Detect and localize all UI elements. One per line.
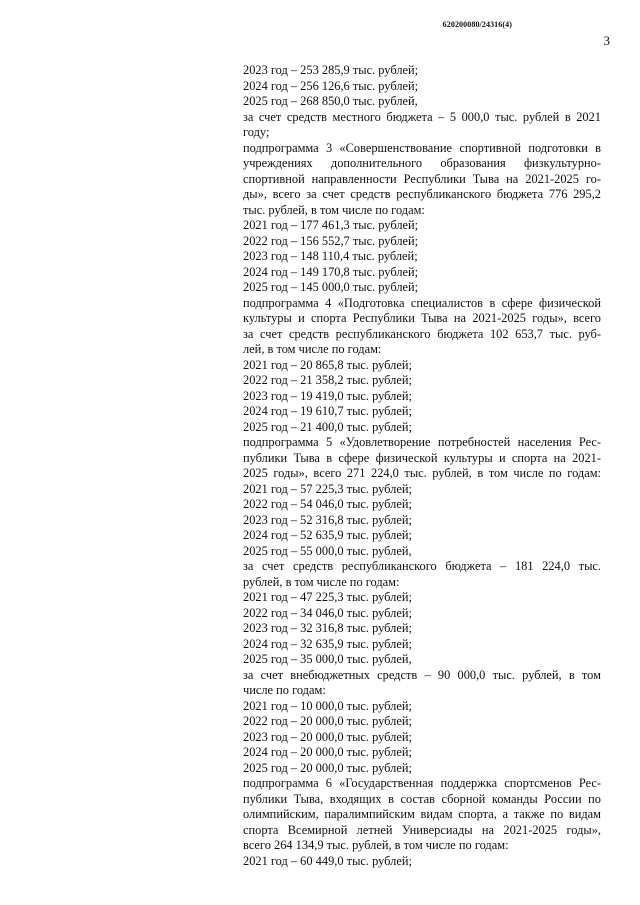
- text-line: 2023 год – 19 419,0 тыс. рублей;: [243, 388, 412, 403]
- text-line: олимпийским, паралимпийским видам спорта, а также по видам: [243, 807, 601, 821]
- document-body: [243, 63, 601, 869]
- text-line: 2021 год – 47 225,3 тыс. рублей;: [243, 590, 412, 604]
- text-line: за счет средств республиканского бюджета – 181 224,0 тыс.: [243, 559, 601, 573]
- text-line: подпрограмма 5 «Удовлетворение потребностей населения Рес-: [243, 435, 601, 449]
- text-line: 2021 год – 177 461,3 тыс. рублей;: [243, 218, 419, 232]
- text-line: публики Тыва в сфере физической культуры и спорта на 2021-: [243, 450, 601, 465]
- text-line: 2025 год – 145 000,0 тыс. рублей;: [243, 280, 419, 294]
- text-line: 2025 годы», всего 271 224,0 тыс. рублей, в том числе по годам:: [243, 466, 601, 480]
- text-line: 2021 год – 10 000,0 тыс. рублей;: [243, 698, 412, 713]
- text-line: 2023 год – 148 110,4 тыс. рублей;: [243, 249, 418, 263]
- text-line: всего 264 134,9 тыс. рублей, в том числе по годам:: [243, 838, 509, 852]
- text-line: 2024 год – 52 635,9 тыс. рублей;: [243, 528, 412, 542]
- text-line: за счет средств местного бюджета – 5 000,0 тыс. рублей в 2021: [243, 109, 601, 124]
- text-line: 2021 год – 60 449,0 тыс. рублей;: [243, 853, 412, 868]
- text-line: 2025 год – 268 850,0 тыс. рублей,: [243, 94, 418, 108]
- text-line: 2022 год – 156 552,7 тыс. рублей;: [243, 233, 419, 248]
- text-line: году;: [243, 125, 270, 139]
- text-line: учреждениях дополнительного образования физкультурно-: [243, 156, 601, 170]
- text-line: 2022 год – 20 000,0 тыс. рублей;: [243, 714, 412, 728]
- document-id: 620200080/24316(4): [442, 20, 512, 29]
- text-line: тыс. рублей, в том числе по годам:: [243, 202, 425, 217]
- text-line: подпрограмма 6 «Государственная поддержка спортсменов Рес-: [243, 776, 601, 790]
- text-line: культуры и спорта Республики Тыва на 2021-2025 годы», всего: [243, 311, 601, 325]
- text-line: 2023 год – 52 316,8 тыс. рублей;: [243, 512, 412, 527]
- text-line: 2025 год – 21 400,0 тыс. рублей;: [243, 419, 412, 434]
- text-line: спортивной направленности Республики Тыва на 2021-2025 го-: [243, 171, 601, 186]
- text-line: 2022 год – 21 358,2 тыс. рублей;: [243, 373, 412, 387]
- page-number: 3: [603, 33, 610, 48]
- text-line: 2024 год – 20 000,0 тыс. рублей;: [243, 745, 412, 759]
- text-line: 2022 год – 34 046,0 тыс. рублей;: [243, 605, 412, 620]
- text-line: 2024 год – 19 610,7 тыс. рублей;: [243, 404, 412, 418]
- text-line: лей, в том числе по годам:: [243, 342, 382, 356]
- text-line: 2021 год – 57 225,3 тыс. рублей;: [243, 481, 412, 496]
- text-line: за счет средств республиканского бюджета 102 653,7 тыс. руб-: [243, 326, 601, 341]
- text-line: ды», всего за счет средств республиканского бюджета 776 295,2: [243, 187, 601, 201]
- text-line: за счет внебюджетных средств – 90 000,0 тыс. рублей, в том: [243, 667, 601, 682]
- text-line: 2022 год – 54 046,0 тыс. рублей;: [243, 497, 412, 511]
- text-line: 2024 год – 256 126,6 тыс. рублей;: [243, 78, 419, 93]
- text-line: 2023 год – 20 000,0 тыс. рублей;: [243, 729, 412, 744]
- text-line: 2025 год – 20 000,0 тыс. рублей;: [243, 760, 412, 775]
- text-line: 2025 год – 35 000,0 тыс. рублей,: [243, 652, 412, 666]
- text-line: числе по годам:: [243, 683, 326, 697]
- text-line: спорта Всемирной летней Универсиады на 2021-2025 годы»,: [243, 822, 601, 837]
- text-line: подпрограмма 3 «Совершенствование спортивной подготовки в: [243, 140, 601, 155]
- text-line: 2024 год – 32 635,9 тыс. рублей;: [243, 636, 412, 651]
- text-line: 2021 год – 20 865,8 тыс. рублей;: [243, 357, 412, 372]
- text-line: 2024 год – 149 170,8 тыс. рублей;: [243, 264, 419, 279]
- text-line: рублей, в том числе по годам:: [243, 574, 400, 589]
- text-line: 2023 год – 32 316,8 тыс. рублей;: [243, 621, 412, 635]
- text-line: публики Тыва, входящих в состав сборной команды России по: [243, 791, 601, 806]
- text-line: подпрограмма 4 «Подготовка специалистов в сфере физической: [243, 295, 601, 310]
- text-line: 2023 год – 253 285,9 тыс. рублей;: [243, 63, 419, 77]
- text-line: 2025 год – 55 000,0 тыс. рублей,: [243, 543, 412, 558]
